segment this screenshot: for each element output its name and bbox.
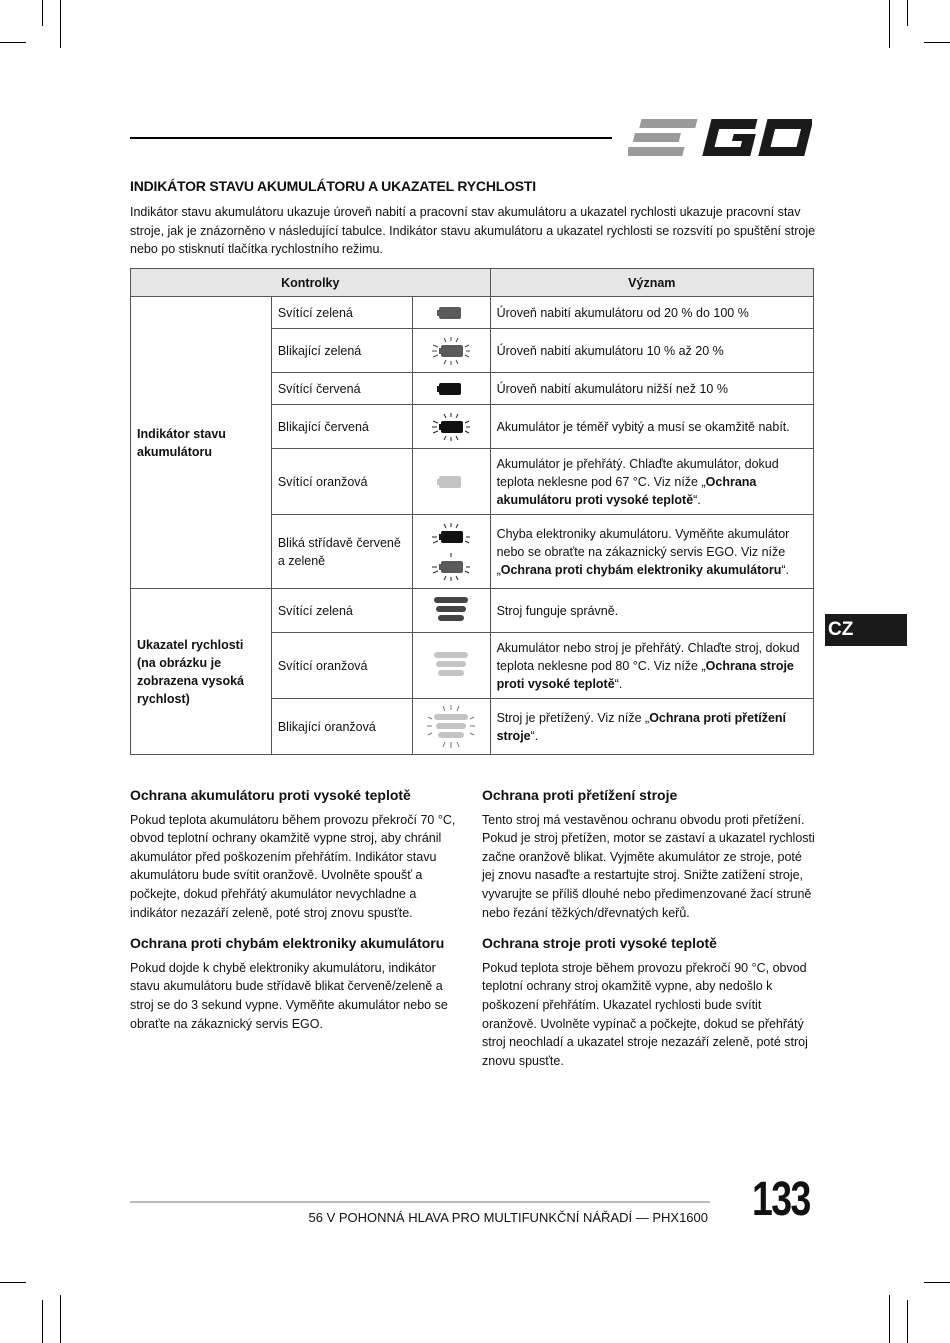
right-column — [482, 786, 817, 1082]
indicator-table — [130, 268, 814, 755]
state-label: Blikající zelená — [271, 329, 412, 373]
crop-mark — [0, 42, 26, 43]
subsection-title: Ochrana proti chybám elektroniky akumulátoru — [130, 935, 445, 952]
battery-blinking-alternating-icon — [412, 515, 490, 589]
intro-paragraph: Indikátor stavu akumulátoru ukazuje úroveň nabití a pracovní stav akumulátoru a ukazatel rychlosti ukazuje pracovní stav stroje, jak je znázorněno v následující tabulce. Indikátor stavu akumulátoru a ukazatel rychlosti se rozsvítí po spuštění stroje nebo po stisknutí tlačítka rychlostního režimu. — [130, 205, 816, 256]
crop-mark — [924, 42, 950, 43]
battery-blinking-gray-icon — [412, 329, 490, 373]
ego-logo-icon — [628, 117, 812, 159]
crop-mark — [889, 1295, 890, 1343]
crop-mark — [60, 1295, 61, 1343]
battery-blinking-black-icon — [412, 405, 490, 449]
header-controls: Kontrolky — [131, 269, 491, 297]
page-number: 133 — [752, 1173, 810, 1226]
left-column — [130, 786, 465, 1045]
meaning-text: Stroj je přetížený. Viz níže „Ochrana proti přetížení stroje“. — [490, 699, 813, 755]
meaning-text: Chyba elektroniky akumulátoru. Vyměňte akumulátor nebo se obraťte na zákaznický servis EGO. Viz níže „Ochrana proti chybám elektroniky akumulátoru“. — [490, 515, 813, 589]
battery-solid-black-icon — [412, 373, 490, 405]
crop-mark — [924, 1282, 950, 1283]
crop-mark — [889, 0, 890, 48]
crop-mark — [907, 0, 908, 26]
meaning-text: Úroveň nabití akumulátoru nižší než 10 % — [490, 373, 813, 405]
footer-title: 56 V POHONNÁ HLAVA PRO MULTIFUNKČNÍ NÁŘADÍ — PHX1600 — [308, 1210, 708, 1225]
speed-bars-blinking-icon — [412, 699, 490, 755]
battery-group-label: Indikátor stavu akumulátoru — [131, 297, 272, 589]
meaning-text: Úroveň nabití akumulátoru 10 % až 20 % — [490, 329, 813, 373]
state-label: Bliká střídavě červeně a zeleně — [271, 515, 412, 589]
meaning-text: Akumulátor je přehřátý. Chlaďte akumulátor, dokud teplota neklesne pod 67 °C. Viz níže „Ochrana akumulátoru proti vysoké teplotě“. — [490, 449, 813, 515]
meaning-text: Akumulátor nebo stroj je přehřátý. Chlaďte stroj, dokud teplota neklesne pod 80 °C. Viz níže „Ochrana stroje proti vysoké teplotě“. — [490, 633, 813, 699]
speed-bars-light-icon — [412, 633, 490, 699]
table-row — [131, 589, 814, 633]
crop-mark — [0, 1282, 26, 1283]
state-label: Svítící oranžová — [271, 449, 412, 515]
battery-solid-light-gray-icon — [412, 449, 490, 515]
header-rule — [130, 137, 612, 139]
table-header-row — [131, 269, 814, 297]
crop-mark — [60, 0, 61, 48]
language-tab: CZ — [825, 614, 907, 646]
state-label: Svítící červená — [271, 373, 412, 405]
state-label: Svítící zelená — [271, 589, 412, 633]
table-row — [131, 297, 814, 329]
state-label: Blikající oranžová — [271, 699, 412, 755]
footer-rule — [130, 1201, 710, 1203]
state-label: Svítící oranžová — [271, 633, 412, 699]
subsection-title: Ochrana proti přetížení stroje — [482, 787, 678, 803]
crop-mark — [907, 1300, 908, 1343]
subsection-title: Ochrana stroje proti vysoké teplotě — [482, 935, 717, 952]
header-meaning: Význam — [490, 269, 813, 297]
subsection-title: Ochrana akumulátoru proti vysoké teplotě — [130, 787, 411, 803]
state-label: Blikající červená — [271, 405, 412, 449]
meaning-text: Akumulátor je téměř vybitý a musí se okamžitě nabít. — [490, 405, 813, 449]
crop-mark — [42, 0, 43, 26]
subsection-text: Pokud teplota stroje během provozu překročí 90 °C, obvod teplotní ochrany stroj okamžitě vypne, aby nedošlo k poškození přehřátím. Ukazatel rychlosti bude svítit oranžově. Uvolněte vypínač a počkejte, dokud se přehřátý stroj neochladí a ukazatel stroje nezazáří zeleně, poté stroj znovu spusťte. — [482, 960, 808, 1068]
meaning-text: Stroj funguje správně. — [490, 589, 813, 633]
section-title: INDIKÁTOR STAVU AKUMULÁTORU A UKAZATEL RYCHLOSTI — [130, 178, 536, 194]
subsection-text: Pokud teplota akumulátoru během provozu překročí 70 °C, obvod teplotní ochrany okamžitě vypne stroj, aby chránil akumulátor před poškozením přehřátím. Indikátor stavu akumulátoru bude svítit oranžově. Uvolněte spoušť a počkejte, dokud přehřátý akumulátor nevychladne a indikátor nezazáří zeleně, poté stroj znovu spusťte. — [130, 812, 456, 920]
subsection-text: Tento stroj má vestavěnou ochranu obvodu proti přetížení. Pokud je stroj přetížen, motor se zastaví a ukazatel rychlosti začne oranžově blikat. Vyjměte akumulátor ze stroje, poté jej znovu nasaďte a restartujte stroj. Snižte zatížení stroje, vyvarujte se příliš dlouhé nebo předimenzované žací struně nebo řezání těžkých/dřevnatých keřů. — [482, 812, 815, 920]
crop-mark — [42, 1300, 43, 1343]
battery-solid-dark-gray-icon — [412, 297, 490, 329]
meaning-text: Úroveň nabití akumulátoru od 20 % do 100 % — [490, 297, 813, 329]
speed-bars-dark-icon — [412, 589, 490, 633]
speed-group-label: Ukazatel rychlosti (na obrázku je zobrazena vysoká rychlost) — [131, 589, 272, 755]
subsection-text: Pokud dojde k chybě elektroniky akumulátoru, indikátor stavu akumulátoru bude střídavě blikat červeně/zeleně a stroj se do 3 sekund vypne. Vyměňte akumulátor nebo se obraťte na zákaznický servis EGO. — [130, 960, 448, 1031]
state-label: Svítící zelená — [271, 297, 412, 329]
